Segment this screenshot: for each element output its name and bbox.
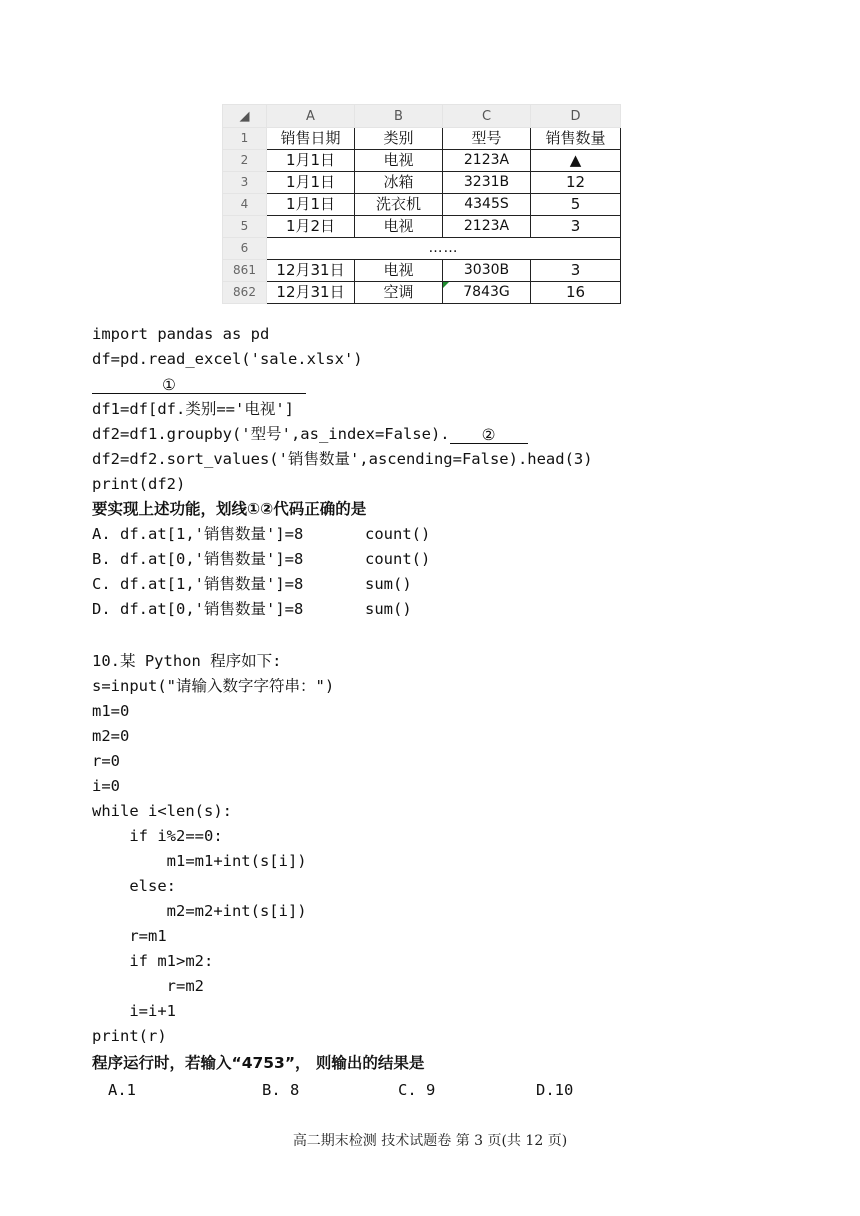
code-line-blank-1 bbox=[92, 374, 306, 394]
table-row bbox=[223, 260, 621, 282]
code-line: print(df2) bbox=[92, 475, 186, 493]
code-line: r=0 bbox=[92, 752, 120, 770]
option-b bbox=[92, 549, 592, 569]
cell: 12 bbox=[531, 172, 621, 194]
table-row bbox=[223, 194, 621, 216]
option-a bbox=[92, 524, 592, 544]
cell: 4345S bbox=[443, 194, 531, 216]
cell: 电视 bbox=[355, 150, 443, 172]
row-number: 862 bbox=[223, 282, 267, 304]
code-line: m2=m2+int(s[i]) bbox=[92, 902, 307, 920]
cell: 2123A bbox=[443, 150, 531, 172]
option-d bbox=[92, 599, 592, 619]
option-c-code1: C. df.at[1,'销售数量']=8 bbox=[92, 575, 304, 593]
cell: 电视 bbox=[355, 216, 443, 238]
option-d-code1: D. df.at[0,'销售数量']=8 bbox=[92, 600, 304, 618]
option-c bbox=[92, 574, 592, 594]
cell: 销售日期 bbox=[267, 128, 355, 150]
option-b-code1: B. df.at[0,'销售数量']=8 bbox=[92, 550, 304, 568]
cell: 电视 bbox=[355, 260, 443, 282]
row-number: 2 bbox=[223, 150, 267, 172]
page-footer: 高二期末检测 技术试题卷 第 3 页(共 12 页) bbox=[292, 1133, 568, 1149]
cell: 5 bbox=[531, 194, 621, 216]
row-number: 1 bbox=[223, 128, 267, 150]
option-d-code2: sum() bbox=[365, 600, 412, 618]
code-line: s=input("请输入数字字符串：") bbox=[92, 677, 335, 695]
cell: 洗衣机 bbox=[355, 194, 443, 216]
cell: 1月2日 bbox=[267, 216, 355, 238]
question-prompt: 程序运行时，若输入“4753”， 则输出的结果是 bbox=[92, 1054, 425, 1072]
question-prompt: 要实现上述功能，划线①②代码正确的是 bbox=[92, 500, 367, 518]
table-row bbox=[223, 172, 621, 194]
answer-option-d: D.10 bbox=[536, 1081, 574, 1099]
table-row bbox=[223, 128, 621, 150]
column-header-c: C bbox=[443, 105, 531, 128]
cell: 2123A bbox=[443, 216, 531, 238]
cell: 3 bbox=[531, 260, 621, 282]
ellipsis-row: …… bbox=[267, 238, 621, 260]
answer-option-a: A.1 bbox=[108, 1081, 136, 1099]
table-row bbox=[223, 238, 621, 260]
code-line-prefix: df2=df1.groupby('型号',as_index=False). bbox=[92, 425, 450, 443]
column-header-a: A bbox=[267, 105, 355, 128]
code-line: r=m1 bbox=[92, 927, 167, 945]
cell: 销售数量 bbox=[531, 128, 621, 150]
code-line: r=m2 bbox=[92, 977, 204, 995]
answer-option-b: B. 8 bbox=[262, 1081, 300, 1099]
cell: 冰箱 bbox=[355, 172, 443, 194]
code-line: df2=df2.sort_values('销售数量',ascending=False).head(3) bbox=[92, 450, 593, 468]
option-a-code2: count() bbox=[365, 525, 431, 543]
cell: 3 bbox=[531, 216, 621, 238]
answer-option-c: C. 9 bbox=[398, 1081, 436, 1099]
cell: 类别 bbox=[355, 128, 443, 150]
cell: 12月31日 bbox=[267, 260, 355, 282]
table-row bbox=[223, 282, 621, 304]
code-line: m1=0 bbox=[92, 702, 130, 720]
code-line: df=pd.read_excel('sale.xlsx') bbox=[92, 350, 363, 368]
blank-marker-1: ① bbox=[162, 376, 176, 394]
code-line: import pandas as pd bbox=[92, 325, 270, 343]
code-line: if m1>m2: bbox=[92, 952, 214, 970]
column-header-b: B bbox=[355, 105, 443, 128]
corner-cell: ◢ bbox=[223, 105, 267, 128]
cell: 16 bbox=[531, 282, 621, 304]
table-row bbox=[223, 150, 621, 172]
question-title: 10.某 Python 程序如下: bbox=[92, 652, 282, 670]
code-line: i=0 bbox=[92, 777, 120, 795]
cell: 1月1日 bbox=[267, 172, 355, 194]
row-number: 4 bbox=[223, 194, 267, 216]
option-a-code1: A. df.at[1,'销售数量']=8 bbox=[92, 525, 304, 543]
option-c-code2: sum() bbox=[365, 575, 412, 593]
cell: 型号 bbox=[443, 128, 531, 150]
column-header-row bbox=[223, 105, 621, 128]
option-b-code2: count() bbox=[365, 550, 431, 568]
row-number: 3 bbox=[223, 172, 267, 194]
code-line: m1=m1+int(s[i]) bbox=[92, 852, 307, 870]
cell: ▲ bbox=[531, 150, 621, 172]
code-line: print(r) bbox=[92, 1027, 167, 1045]
table-row bbox=[223, 216, 621, 238]
cell: 7843G bbox=[443, 282, 531, 304]
row-number: 861 bbox=[223, 260, 267, 282]
column-header-d: D bbox=[531, 105, 621, 128]
code-line: while i<len(s): bbox=[92, 802, 232, 820]
code-line: i=i+1 bbox=[92, 1002, 176, 1020]
cell: 1月1日 bbox=[267, 150, 355, 172]
cell: 3231B bbox=[443, 172, 531, 194]
code-line: df1=df[df.类别=='电视'] bbox=[92, 400, 294, 418]
cell: 空调 bbox=[355, 282, 443, 304]
spreadsheet bbox=[222, 104, 622, 304]
row-number: 6 bbox=[223, 238, 267, 260]
code-line-blank-2 bbox=[92, 424, 528, 444]
code-line: else: bbox=[92, 877, 176, 895]
code-line: m2=0 bbox=[92, 727, 130, 745]
code-line: if i%2==0: bbox=[92, 827, 223, 845]
row-number: 5 bbox=[223, 216, 267, 238]
cell: 3030B bbox=[443, 260, 531, 282]
cell: 12月31日 bbox=[267, 282, 355, 304]
blank-marker-2: ② bbox=[481, 426, 496, 444]
cell: 1月1日 bbox=[267, 194, 355, 216]
